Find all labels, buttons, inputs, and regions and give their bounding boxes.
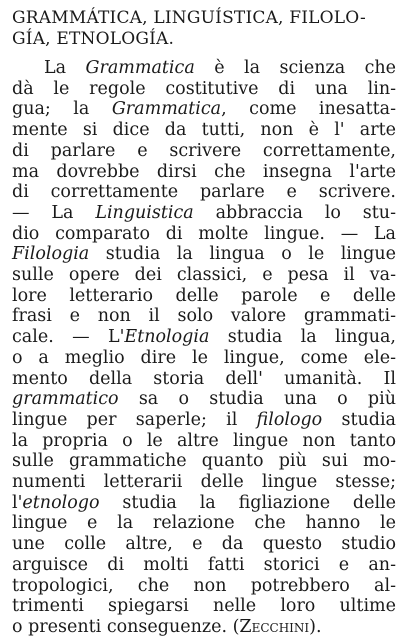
text-segment: studia (322, 409, 396, 430)
entry-heading-line-1: GRAMMÁTICA, LINGUÍSTICA, FILOLO- (12, 8, 366, 28)
text-line (12, 389, 396, 410)
text-line (12, 513, 396, 534)
entry-heading (12, 8, 400, 50)
text-segment: une colle altre, e da questo studio (12, 534, 396, 555)
text-segment: gua; la (12, 99, 112, 120)
italic-term: Grammatica (85, 58, 195, 78)
text-segment: abbraccia lo stu- (193, 202, 396, 223)
text-line (12, 472, 396, 493)
text-segment: studia la figliazione delle (99, 492, 396, 513)
italic-term: Filologia (12, 244, 90, 265)
text-line (12, 120, 396, 141)
text-segment: dà le regole costitutive di una lin- (12, 78, 396, 99)
text-segment: frasi e non il solo valore grammati- (12, 306, 396, 327)
text-line (12, 327, 396, 348)
text-segment: cale. — L' (12, 327, 125, 348)
text-segment: è la scienza che (194, 58, 396, 78)
text-segment: numenti letterarii delle lingue stesse; (12, 472, 396, 493)
text-line (12, 141, 396, 162)
text-line (12, 617, 396, 638)
text-segment: — La (12, 202, 96, 223)
text-line (12, 555, 396, 576)
text-segment: lore letterario delle parole e delle (12, 285, 396, 306)
text-segment: studia la lingua o le lingue (89, 244, 396, 265)
text-segment: sa o studia una o più (118, 389, 396, 410)
text-line (12, 306, 396, 327)
text-segment: di correttamente parlare e scrivere. (12, 182, 396, 203)
text-line (12, 431, 396, 452)
text-segment: trimenti spiegarsi nelle loro ultime (12, 596, 396, 617)
text-line (12, 596, 396, 617)
text-segment: ). (309, 616, 322, 637)
text-segment: mente si dice da tutti, non è l' arte (12, 120, 396, 141)
italic-term: etnologo (22, 492, 100, 513)
italic-term: Linguistica (95, 202, 194, 223)
text-segment: di parlare e scrivere correttamente, (12, 140, 396, 161)
text-line (12, 493, 396, 514)
text-segment: dio comparato di molte lingue. — La (12, 223, 396, 244)
text-line (12, 576, 396, 597)
italic-term: Grammatica (111, 99, 222, 120)
text-line (12, 369, 396, 390)
text-segment: , come inesatta- (221, 99, 396, 120)
text-line (12, 58, 396, 79)
text-line (12, 451, 396, 472)
text-segment: o presenti conseguenze. ( (12, 616, 240, 637)
text-segment: lingue e la relazione che hanno le (12, 513, 396, 534)
text-segment: La (44, 58, 86, 78)
text-segment: l' (12, 492, 23, 513)
text-line (12, 265, 396, 286)
entry-heading-line-2: GÍA, ETNOLOGÍA. (12, 29, 175, 49)
italic-term: grammatico (12, 389, 119, 410)
text-segment: studia la lingua, (209, 327, 396, 348)
text-line (12, 162, 396, 183)
text-line (12, 182, 396, 203)
text-line (12, 286, 396, 307)
text-segment: lingue per saperle; il (12, 409, 257, 430)
italic-term: filologo (256, 409, 323, 430)
text-line (12, 79, 396, 100)
italic-term: Etnologia (124, 327, 210, 348)
text-segment: sulle opere dei classici, e pesa il va- (12, 265, 396, 286)
text-line (12, 348, 396, 369)
text-line (12, 224, 396, 245)
text-segment: mento della storia dell' umanità. Il (12, 368, 396, 389)
text-segment: sulle grammatiche quanto più sui mo- (12, 451, 396, 472)
text-segment: arguisce di molti fatti storici e an- (12, 554, 396, 575)
entry-body (12, 58, 400, 638)
text-line (12, 410, 396, 431)
text-segment: ma dovrebbe dirsi che insegna l'arte (12, 161, 396, 182)
text-segment: la propria o le altre lingue non tanto (12, 430, 396, 451)
text-segment: Zecchini (239, 616, 310, 637)
text-segment: o a meglio dire le lingue, come ele- (12, 347, 396, 368)
text-segment: tropologici, che non potrebbero al- (12, 575, 396, 596)
text-line (12, 534, 396, 555)
text-line (12, 203, 396, 224)
text-line (12, 99, 396, 120)
text-line (12, 244, 396, 265)
